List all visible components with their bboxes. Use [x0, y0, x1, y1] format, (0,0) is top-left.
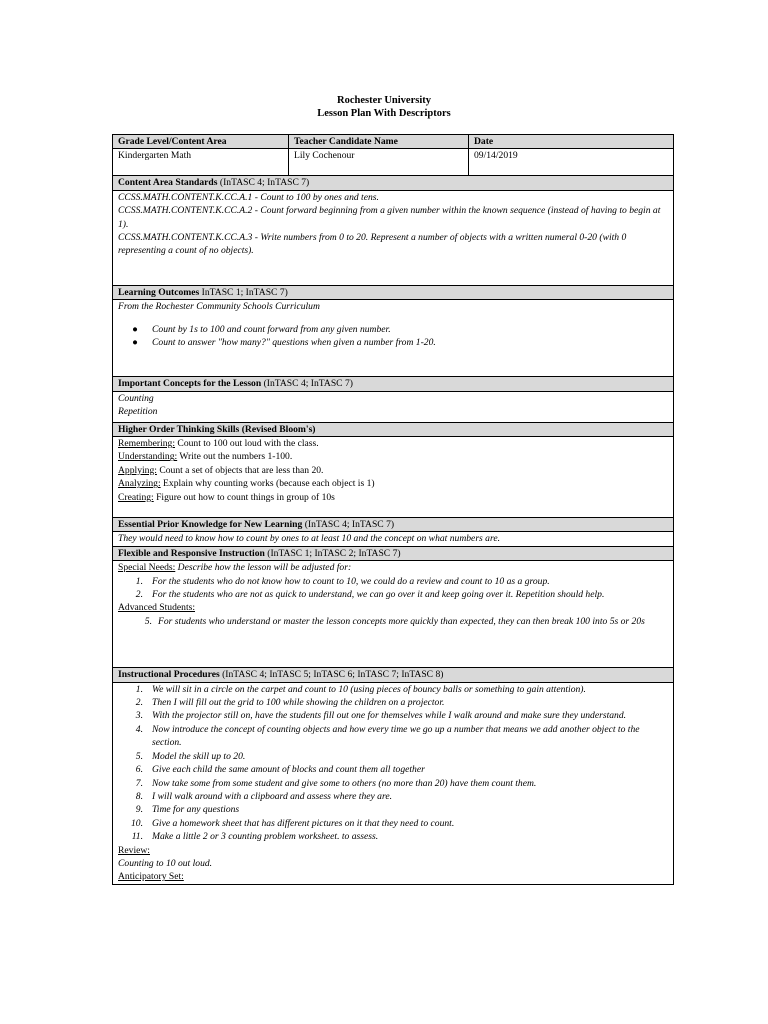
- hots-body: [113, 437, 674, 517]
- concept-item: Counting: [118, 392, 154, 404]
- procedure-step: 2. Then I will fill out the grid to 100 while showing the children on a projector.: [135, 697, 445, 709]
- standard-line: CCSS.MATH.CONTENT.K.CC.A.2 - Count forward beginning from a given number within the known sequence (instead of having to begin at 1).: [118, 205, 661, 230]
- list-item: ● Count by 1s to 100 and count forward from any given number.: [132, 323, 391, 335]
- concepts-body: [113, 392, 674, 422]
- concepts-body-row: [113, 392, 674, 423]
- standards-header-row: [113, 176, 674, 190]
- hots-header-row: [113, 423, 674, 437]
- prior-body-row: [113, 532, 674, 546]
- lesson-plan-table: [112, 134, 674, 885]
- advanced-students-text: 5. For students who understand or master the lesson concepts more quickly than expected, they can then break 100 into 5s or 20s: [144, 615, 645, 627]
- prior-body: They would need to know how to count by ones to at least 10 and the concept on what numbers are.: [113, 532, 674, 545]
- procedure-step: 3. With the projector still on, have the students fill out one for themselves while I walk around and make sure they understand.: [135, 710, 627, 722]
- flexible-header: Flexible and Responsive Instruction (InTASC 1; InTASC 2; InTASC 7): [113, 547, 674, 560]
- list-item: ● Count to answer "how many?" questions when given a number from 1-20.: [132, 337, 436, 349]
- hots-item: Understanding: Write out the numbers 1-100.: [118, 451, 293, 463]
- hots-item: Remembering: Count to 100 out loud with the class.: [118, 438, 319, 450]
- advanced-students-label: Advanced Students:: [118, 602, 196, 614]
- teacher-name-header: Teacher Candidate Name: [289, 135, 469, 148]
- hots-item: Creating: Figure out how to count things in group of 10s: [118, 491, 335, 503]
- list-item: 2. For the students who are not as quick to understand, we can go over it and keep going over it. Repetition should help.: [135, 589, 605, 601]
- document-subtitle: Lesson Plan With Descriptors: [317, 108, 451, 119]
- outcomes-header: Learning Outcomes InTASC 1; InTASC 7): [113, 286, 674, 299]
- procedure-step: 1. We will sit in a circle on the carpet and count to 10 (using pieces of bouncy balls or something to gain attention).: [135, 683, 586, 695]
- standards-body: [113, 191, 674, 285]
- review-text: Counting to 10 out loud.: [118, 857, 213, 869]
- hots-item: Analyzing: Explain why counting works (because each object is 1): [118, 478, 375, 490]
- procedure-step: 6. Give each child the same amount of blocks and count them all together: [135, 764, 425, 776]
- flexible-header-row: [113, 547, 674, 561]
- concepts-header-row: [113, 377, 674, 391]
- teacher-name-value: Lily Cochenour: [289, 149, 469, 175]
- procedure-step: 9. Time for any questions: [135, 804, 240, 816]
- review-label: Review:: [118, 844, 150, 856]
- date-value: 09/14/2019: [469, 149, 674, 175]
- prior-header: Essential Prior Knowledge for New Learning (InTASC 4; InTASC 7): [113, 518, 674, 531]
- special-needs-line: Special Needs: Describe how the lesson will be adjusted for:: [118, 562, 352, 574]
- procedure-step: 11. Make a little 2 or 3 counting problem worksheet. to assess.: [131, 831, 379, 843]
- list-item: 1. For the students who do not know how to count to 10, we could do a review and count to 10 as a group.: [135, 575, 550, 587]
- procedures-body: [113, 683, 674, 884]
- document-title: Rochester University: [337, 95, 431, 106]
- outcomes-body-row: [113, 300, 674, 377]
- top-value-row: [113, 149, 674, 176]
- concepts-header: Important Concepts for the Lesson (InTASC 4; InTASC 7): [113, 377, 674, 390]
- procedures-header: Instructional Procedures (InTASC 4; InTASC 5; InTASC 6; InTASC 7; InTASC 8): [113, 668, 674, 681]
- procedure-step: 4. Now introduce the concept of counting objects and how every time we go up a number that means we add another object to the section.: [135, 723, 640, 749]
- concept-item: Repetition: [118, 406, 158, 418]
- hots-header: Higher Order Thinking Skills (Revised Bloom's): [113, 423, 674, 436]
- grade-level-header: Grade Level/Content Area: [113, 135, 289, 148]
- procedure-step: 8. I will walk around with a clipboard and assess where they are.: [135, 790, 393, 802]
- prior-header-row: [113, 518, 674, 532]
- flexible-body-row: [113, 561, 674, 668]
- standards-body-row: [113, 191, 674, 286]
- procedures-header-row: [113, 668, 674, 682]
- outcomes-body: [113, 300, 674, 376]
- outcomes-header-row: [113, 286, 674, 300]
- hots-body-row: [113, 437, 674, 518]
- standard-line: CCSS.MATH.CONTENT.K.CC.A.1 - Count to 100 by ones and tens.: [118, 191, 379, 203]
- standard-line: CCSS.MATH.CONTENT.K.CC.A.3 - Write numbers from 0 to 20. Represent a number of objects with a written numeral 0-20 (with 0 representing a count of no objects).: [118, 232, 627, 257]
- top-header-row: [113, 135, 674, 149]
- procedure-step: 5. Model the skill up to 20.: [135, 750, 246, 762]
- outcomes-source: From the Rochester Community Schools Curriculum: [118, 301, 320, 313]
- procedure-step: 7. Now take some from some student and give some to others (no more than 20) have them count them.: [135, 777, 537, 789]
- grade-level-value: Kindergarten Math: [113, 149, 289, 175]
- anticipatory-set-label: Anticipatory Set:: [118, 871, 184, 883]
- procedure-step: 10. Give a homework sheet that has different pictures on it that they need to count.: [131, 817, 455, 829]
- date-header: Date: [469, 135, 674, 148]
- procedures-body-row: [113, 683, 674, 885]
- flexible-body: [113, 561, 674, 667]
- hots-item: Applying: Count a set of objects that are less than 20.: [118, 464, 324, 476]
- standards-header: Content Area Standards (InTASC 4; InTASC 7): [113, 176, 674, 189]
